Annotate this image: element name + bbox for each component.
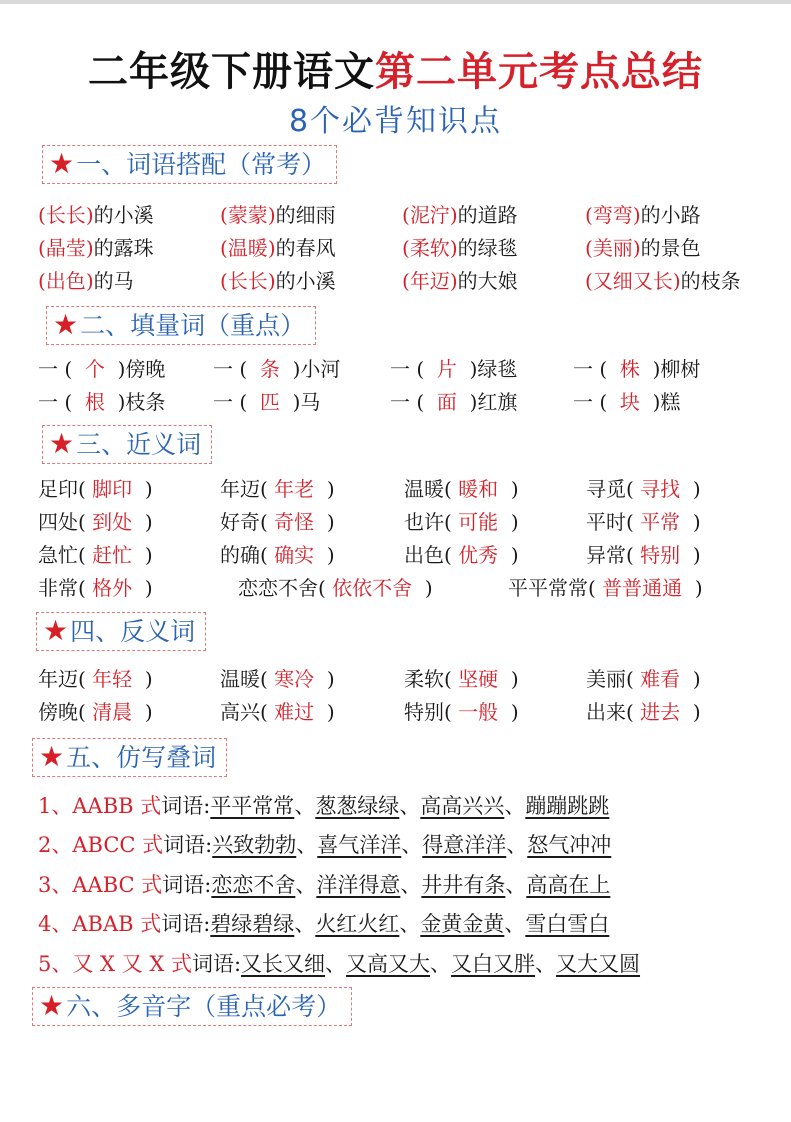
synonym-item: 非常( 格外 ) [38,576,153,600]
antonym-item: 美丽( 难看 ) [586,667,701,691]
reduplication-row: 5、又 X 又 X 式词语:又长又细、又高又大、又白又胖、又大又圆 [38,952,641,976]
collocation-item: (晶莹)的露珠 [38,236,154,260]
star-icon: ★ [53,308,79,341]
synonym-item: 急忙( 赶忙 ) [38,543,153,567]
synonym-item: 年迈( 年老 ) [220,477,335,501]
section-heading-collocation: ★一、词语搭配（常考） [42,145,337,184]
synonym-item: 恋恋不舍( 依依不舍 ) [238,576,433,600]
antonym-item: 柔软( 坚硬 ) [404,667,519,691]
reduplication-row: 2、ABCC 式词语:兴致勃勃、喜气洋洋、得意洋洋、怒气冲冲 [38,833,612,857]
antonym-item: 特别( 一般 ) [404,700,519,724]
synonym-item: 异常( 特别 ) [586,543,701,567]
page-subtitle: 8个必背知识点 [288,104,503,139]
measure-item: 一 ( 匹 )马 [213,390,321,414]
star-icon: ★ [49,427,75,460]
section-heading-synonyms: ★三、近义词 [42,425,212,464]
synonym-item: 出色( 优秀 ) [404,543,519,567]
collocation-item: (柔软)的绿毯 [402,236,518,260]
reduplication-row: 3、AABC 式词语:恋恋不舍、洋洋得意、井井有条、高高在上 [38,873,611,897]
synonym-item: 的确( 确实 ) [220,543,335,567]
measure-item: 一 ( 条 )小河 [213,357,341,381]
collocation-item: (出色)的马 [38,269,134,293]
antonym-item: 年迈( 年轻 ) [38,667,153,691]
synonym-item: 足印( 脚印 ) [38,477,153,501]
star-icon: ★ [49,147,75,180]
antonym-item: 傍晚( 清晨 ) [38,700,153,724]
section-heading-antonyms: ★四、反义词 [36,612,206,651]
synonym-item: 平时( 平常 ) [586,510,701,534]
collocation-item: (年迈)的大娘 [402,269,518,293]
collocation-item: (弯弯)的小路 [585,203,701,227]
star-icon: ★ [39,989,65,1022]
collocation-item: (蒙蒙)的细雨 [220,203,336,227]
collocation-item: (温暖)的春风 [220,236,336,260]
page-title [0,40,791,97]
section-heading-reduplication: ★五、仿写叠词 [32,738,227,777]
measure-item: 一 ( 根 )枝条 [38,390,166,414]
collocation-item: (又细又长)的枝条 [585,269,741,293]
collocation-item: (美丽)的景色 [585,236,701,260]
section-heading-measure-words: ★二、填量词（重点） [46,306,316,345]
measure-item: 一 ( 面 )红旗 [390,390,518,414]
measure-item: 一 ( 个 )傍晚 [38,357,166,381]
synonym-item: 也许( 可能 ) [404,510,519,534]
top-divider [0,0,791,4]
title-red: 第二单元考点总结 [375,49,703,95]
reduplication-row: 1、AABB 式词语:平平常常、葱葱绿绿、高高兴兴、蹦蹦跳跳 [38,794,610,818]
synonym-item: 温暖( 暖和 ) [404,477,519,501]
measure-item: 一 ( 株 )柳树 [573,357,701,381]
synonym-item: 寻觅( 寻找 ) [586,477,701,501]
collocation-item: (长长)的小溪 [220,269,336,293]
section-heading-polyphones: ★六、多音字（重点必考） [32,987,352,1026]
measure-item: 一 ( 块 )糕 [573,390,681,414]
collocation-item: (泥泞)的道路 [402,203,518,227]
reduplication-row: 4、ABAB 式词语:碧绿碧绿、火红火红、金黄金黄、雪白雪白 [38,912,610,936]
synonym-item: 四处( 到处 ) [38,510,153,534]
antonym-item: 温暖( 寒冷 ) [220,667,335,691]
antonym-item: 高兴( 难过 ) [220,700,335,724]
title-black: 二年级下册语文 [88,49,375,95]
antonym-item: 出来( 进去 ) [586,700,701,724]
star-icon: ★ [43,614,69,647]
synonym-item: 平平常常( 普普通通 ) [508,576,703,600]
synonym-item: 好奇( 奇怪 ) [220,510,335,534]
star-icon: ★ [39,740,65,773]
collocation-item: (长长)的小溪 [38,203,154,227]
measure-item: 一 ( 片 )绿毯 [390,357,518,381]
